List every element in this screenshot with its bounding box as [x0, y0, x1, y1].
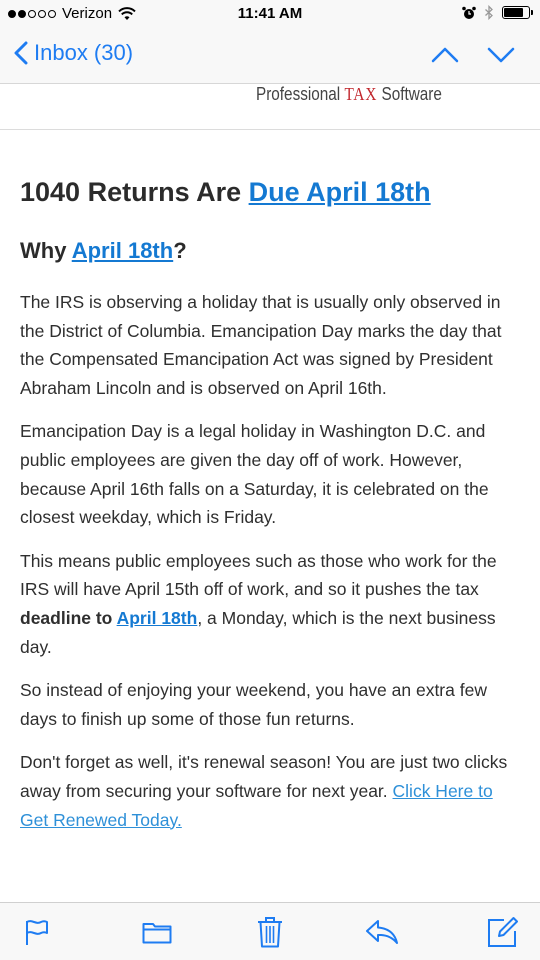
next-message-button[interactable] [486, 40, 516, 70]
reply-button[interactable] [365, 915, 399, 949]
status-icons [462, 5, 530, 20]
move-to-folder-button[interactable] [140, 915, 174, 949]
flag-icon [24, 918, 50, 946]
mail-toolbar [0, 902, 540, 960]
renew-link[interactable]: Click Here to Get Renewed Today. [20, 780, 493, 830]
subheading-question-mark: ? [173, 238, 187, 263]
reply-icon [365, 919, 399, 945]
brand-logo [256, 84, 442, 105]
delete-button[interactable] [253, 915, 287, 949]
status-time: 11:41 AM [237, 5, 303, 22]
compose-icon [487, 916, 519, 948]
message-navigation [430, 40, 516, 70]
carrier-name: Verizon [62, 5, 113, 22]
folder-icon [142, 920, 172, 944]
compose-button[interactable] [486, 915, 520, 949]
deadline-text-end: , a Monday, which is the next business day. [20, 607, 496, 657]
brand-prefix: Professional [256, 84, 341, 104]
mail-nav-bar [0, 28, 540, 84]
deadline-bold-text: deadline to [20, 607, 117, 628]
paragraph-deadline [20, 547, 525, 661]
chevron-left-icon [14, 41, 28, 65]
chevron-up-icon [431, 47, 459, 63]
brand-suffix: Software [381, 84, 442, 104]
back-label: Inbox (30) [34, 40, 134, 65]
chevron-down-icon [487, 47, 515, 63]
email-subheading [20, 236, 525, 266]
email-banner [0, 84, 540, 130]
renewal-text: Don't forget as well, it's renewal season! You are just two clicks away from securing your software for next year. [20, 752, 508, 801]
deadline-date-link[interactable]: April 18th [116, 607, 198, 628]
paragraph-emancipation-day: Emancipation Day is a legal holiday in Washington D.C. and public employees are given the day off of work. However, because April 16th falls on a Saturday, it is celebrated on the closest weekday, which is Friday. [20, 421, 489, 528]
paragraph-irs-holiday: The IRS is observing a holiday that is usually only observed in the District of Columbia. Emancipation Day marks the day that the Compensated Emancipation Act was signed by President Abraham Lincoln and is observed on April 16th. [20, 292, 502, 398]
paragraph-renewal [20, 748, 525, 834]
paragraph-weekend: So instead of enjoying your weekend, you have an extra few days to finish up some of those fun returns. [20, 680, 487, 729]
previous-message-button[interactable] [430, 40, 460, 70]
bluetooth-icon [484, 5, 494, 20]
flag-button[interactable] [20, 915, 54, 949]
trash-icon [257, 916, 283, 948]
brand-tax: TAX [344, 84, 378, 104]
email-body [20, 130, 525, 834]
deadline-text: This means public employees such as those who work for the IRS will have April 15th off of work, and so it pushes the tax [20, 550, 497, 600]
due-date-link[interactable]: Due April 18th [248, 177, 431, 207]
status-bar [0, 0, 540, 28]
subheading-text: Why [20, 238, 72, 263]
back-to-inbox-button[interactable] [14, 40, 133, 66]
battery-icon [502, 6, 530, 19]
headline-text: 1040 Returns Are [20, 177, 249, 207]
april-18th-link[interactable]: April 18th [71, 238, 174, 263]
email-headline [20, 175, 525, 209]
alarm-icon [462, 6, 476, 20]
